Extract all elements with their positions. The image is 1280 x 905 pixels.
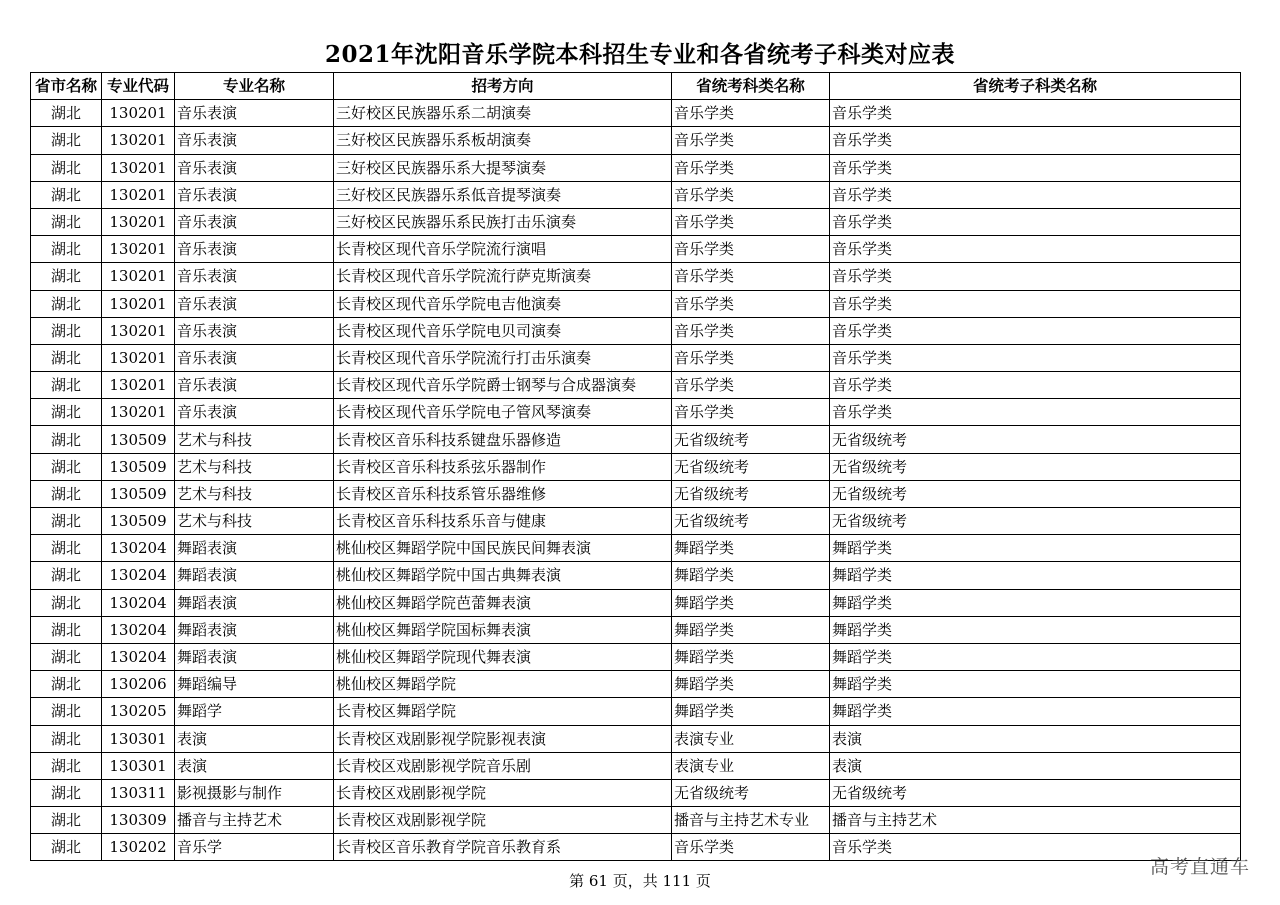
major-code-cell: 130509 bbox=[102, 480, 175, 507]
category-cell: 音乐学类 bbox=[672, 154, 830, 181]
category-cell: 舞蹈学类 bbox=[672, 671, 830, 698]
province-cell: 湖北 bbox=[31, 127, 102, 154]
direction-cell: 桃仙校区舞蹈学院现代舞表演 bbox=[334, 643, 672, 670]
province-cell: 湖北 bbox=[31, 426, 102, 453]
province-cell: 湖北 bbox=[31, 263, 102, 290]
direction-cell: 长青校区戏剧影视学院 bbox=[334, 779, 672, 806]
province-cell: 湖北 bbox=[31, 698, 102, 725]
table-row bbox=[31, 154, 1241, 181]
major-code-cell: 130309 bbox=[102, 807, 175, 834]
province-cell: 湖北 bbox=[31, 671, 102, 698]
table-row bbox=[31, 344, 1241, 371]
direction-cell: 长青校区现代音乐学院电吉他演奏 bbox=[334, 290, 672, 317]
major-code-cell: 130201 bbox=[102, 344, 175, 371]
watermark: 高考直通车 bbox=[1149, 856, 1250, 878]
direction-cell: 长青校区音乐科技系键盘乐器修造 bbox=[334, 426, 672, 453]
category-cell: 音乐学类 bbox=[672, 344, 830, 371]
province-cell: 湖北 bbox=[31, 535, 102, 562]
category-cell: 表演专业 bbox=[672, 752, 830, 779]
table-row bbox=[31, 480, 1241, 507]
table-row bbox=[31, 208, 1241, 235]
major-code-cell: 130311 bbox=[102, 779, 175, 806]
category-cell: 音乐学类 bbox=[672, 208, 830, 235]
table-row bbox=[31, 752, 1241, 779]
table-row bbox=[31, 372, 1241, 399]
major-name-cell: 音乐表演 bbox=[175, 127, 334, 154]
direction-cell: 长青校区现代音乐学院电贝司演奏 bbox=[334, 317, 672, 344]
table-row bbox=[31, 616, 1241, 643]
direction-cell: 长青校区音乐教育学院音乐教育系 bbox=[334, 834, 672, 861]
major-name-cell: 艺术与科技 bbox=[175, 508, 334, 535]
province-cell: 湖北 bbox=[31, 807, 102, 834]
column-header: 省市名称 bbox=[31, 73, 102, 100]
table-body bbox=[31, 100, 1241, 861]
major-name-cell: 音乐表演 bbox=[175, 317, 334, 344]
major-code-cell: 130204 bbox=[102, 643, 175, 670]
subcategory-cell: 舞蹈学类 bbox=[830, 535, 1241, 562]
table-row bbox=[31, 508, 1241, 535]
page-title: 2021年沈阳音乐学院本科招生专业和各省统考子科类对应表 bbox=[324, 41, 955, 68]
subcategory-cell: 舞蹈学类 bbox=[830, 589, 1241, 616]
subcategory-cell: 音乐学类 bbox=[830, 399, 1241, 426]
table-row bbox=[31, 643, 1241, 670]
province-cell: 湖北 bbox=[31, 372, 102, 399]
table-row bbox=[31, 562, 1241, 589]
major-name-cell: 舞蹈表演 bbox=[175, 589, 334, 616]
direction-cell: 三好校区民族器乐系大提琴演奏 bbox=[334, 154, 672, 181]
major-code-cell: 130201 bbox=[102, 181, 175, 208]
category-cell: 无省级统考 bbox=[672, 453, 830, 480]
major-code-cell: 130201 bbox=[102, 372, 175, 399]
major-name-cell: 艺术与科技 bbox=[175, 480, 334, 507]
table-row bbox=[31, 671, 1241, 698]
category-cell: 音乐学类 bbox=[672, 834, 830, 861]
subcategory-cell: 音乐学类 bbox=[830, 181, 1241, 208]
table-row bbox=[31, 453, 1241, 480]
direction-cell: 桃仙校区舞蹈学院中国民族民间舞表演 bbox=[334, 535, 672, 562]
major-name-cell: 表演 bbox=[175, 752, 334, 779]
major-code-cell: 130206 bbox=[102, 671, 175, 698]
subcategory-cell: 舞蹈学类 bbox=[830, 616, 1241, 643]
major-code-cell: 130509 bbox=[102, 453, 175, 480]
major-code-cell: 130301 bbox=[102, 725, 175, 752]
table-row bbox=[31, 589, 1241, 616]
category-cell: 播音与主持艺术专业 bbox=[672, 807, 830, 834]
subcategory-cell: 无省级统考 bbox=[830, 453, 1241, 480]
major-name-cell: 艺术与科技 bbox=[175, 453, 334, 480]
subcategory-cell: 音乐学类 bbox=[830, 208, 1241, 235]
subcategory-cell: 音乐学类 bbox=[830, 372, 1241, 399]
province-cell: 湖北 bbox=[31, 589, 102, 616]
province-cell: 湖北 bbox=[31, 779, 102, 806]
direction-cell: 长青校区现代音乐学院流行演唱 bbox=[334, 236, 672, 263]
major-name-cell: 舞蹈学 bbox=[175, 698, 334, 725]
province-cell: 湖北 bbox=[31, 236, 102, 263]
subcategory-cell: 音乐学类 bbox=[830, 344, 1241, 371]
column-header: 省统考子科类名称 bbox=[830, 73, 1241, 100]
major-code-cell: 130201 bbox=[102, 208, 175, 235]
major-name-cell: 舞蹈表演 bbox=[175, 562, 334, 589]
category-cell: 舞蹈学类 bbox=[672, 643, 830, 670]
category-cell: 舞蹈学类 bbox=[672, 616, 830, 643]
table-row bbox=[31, 426, 1241, 453]
table-row bbox=[31, 698, 1241, 725]
major-code-cell: 130509 bbox=[102, 508, 175, 535]
category-cell: 音乐学类 bbox=[672, 399, 830, 426]
subcategory-cell: 无省级统考 bbox=[830, 480, 1241, 507]
category-cell: 舞蹈学类 bbox=[672, 562, 830, 589]
province-cell: 湖北 bbox=[31, 643, 102, 670]
enrollment-table bbox=[30, 72, 1241, 861]
major-name-cell: 音乐表演 bbox=[175, 236, 334, 263]
major-code-cell: 130201 bbox=[102, 290, 175, 317]
category-cell: 无省级统考 bbox=[672, 779, 830, 806]
direction-cell: 长青校区现代音乐学院爵士钢琴与合成器演奏 bbox=[334, 372, 672, 399]
direction-cell: 桃仙校区舞蹈学院 bbox=[334, 671, 672, 698]
category-cell: 舞蹈学类 bbox=[672, 589, 830, 616]
major-name-cell: 舞蹈表演 bbox=[175, 643, 334, 670]
subcategory-cell: 无省级统考 bbox=[830, 508, 1241, 535]
province-cell: 湖北 bbox=[31, 562, 102, 589]
province-cell: 湖北 bbox=[31, 100, 102, 127]
table-row bbox=[31, 181, 1241, 208]
category-cell: 无省级统考 bbox=[672, 426, 830, 453]
major-name-cell: 艺术与科技 bbox=[175, 426, 334, 453]
province-cell: 湖北 bbox=[31, 834, 102, 861]
major-code-cell: 130201 bbox=[102, 236, 175, 263]
major-name-cell: 音乐表演 bbox=[175, 399, 334, 426]
category-cell: 音乐学类 bbox=[672, 127, 830, 154]
table-row bbox=[31, 317, 1241, 344]
province-cell: 湖北 bbox=[31, 344, 102, 371]
table-row bbox=[31, 779, 1241, 806]
major-name-cell: 表演 bbox=[175, 725, 334, 752]
province-cell: 湖北 bbox=[31, 317, 102, 344]
subcategory-cell: 表演 bbox=[830, 725, 1241, 752]
column-header: 专业名称 bbox=[175, 73, 334, 100]
table-row bbox=[31, 399, 1241, 426]
direction-cell: 三好校区民族器乐系板胡演奏 bbox=[334, 127, 672, 154]
province-cell: 湖北 bbox=[31, 290, 102, 317]
subcategory-cell: 音乐学类 bbox=[830, 154, 1241, 181]
subcategory-cell: 音乐学类 bbox=[830, 236, 1241, 263]
major-name-cell: 音乐表演 bbox=[175, 263, 334, 290]
table-row bbox=[31, 263, 1241, 290]
direction-cell: 长青校区音乐科技系乐音与健康 bbox=[334, 508, 672, 535]
major-name-cell: 音乐表演 bbox=[175, 154, 334, 181]
subcategory-cell: 舞蹈学类 bbox=[830, 671, 1241, 698]
subcategory-cell: 播音与主持艺术 bbox=[830, 807, 1241, 834]
subcategory-cell: 无省级统考 bbox=[830, 426, 1241, 453]
major-code-cell: 130201 bbox=[102, 100, 175, 127]
province-cell: 湖北 bbox=[31, 208, 102, 235]
direction-cell: 长青校区现代音乐学院电子管风琴演奏 bbox=[334, 399, 672, 426]
column-header: 专业代码 bbox=[102, 73, 175, 100]
category-cell: 表演专业 bbox=[672, 725, 830, 752]
column-header: 招考方向 bbox=[334, 73, 672, 100]
major-name-cell: 影视摄影与制作 bbox=[175, 779, 334, 806]
table-row bbox=[31, 290, 1241, 317]
major-name-cell: 音乐表演 bbox=[175, 372, 334, 399]
province-cell: 湖北 bbox=[31, 480, 102, 507]
major-code-cell: 130201 bbox=[102, 263, 175, 290]
table-row bbox=[31, 725, 1241, 752]
major-name-cell: 音乐表演 bbox=[175, 290, 334, 317]
subcategory-cell: 舞蹈学类 bbox=[830, 562, 1241, 589]
subcategory-cell: 音乐学类 bbox=[830, 263, 1241, 290]
direction-cell: 长青校区音乐科技系管乐器维修 bbox=[334, 480, 672, 507]
subcategory-cell: 无省级统考 bbox=[830, 779, 1241, 806]
major-code-cell: 130509 bbox=[102, 426, 175, 453]
table-header-row bbox=[31, 73, 1241, 100]
subcategory-cell: 音乐学类 bbox=[830, 100, 1241, 127]
category-cell: 音乐学类 bbox=[672, 181, 830, 208]
subcategory-cell: 音乐学类 bbox=[830, 127, 1241, 154]
major-name-cell: 舞蹈表演 bbox=[175, 535, 334, 562]
major-name-cell: 舞蹈编导 bbox=[175, 671, 334, 698]
major-code-cell: 130205 bbox=[102, 698, 175, 725]
table-row bbox=[31, 236, 1241, 263]
major-name-cell: 音乐表演 bbox=[175, 100, 334, 127]
province-cell: 湖北 bbox=[31, 508, 102, 535]
column-header: 省统考科类名称 bbox=[672, 73, 830, 100]
major-name-cell: 舞蹈表演 bbox=[175, 616, 334, 643]
subcategory-cell: 音乐学类 bbox=[830, 290, 1241, 317]
category-cell: 舞蹈学类 bbox=[672, 698, 830, 725]
province-cell: 湖北 bbox=[31, 453, 102, 480]
category-cell: 音乐学类 bbox=[672, 372, 830, 399]
major-name-cell: 播音与主持艺术 bbox=[175, 807, 334, 834]
category-cell: 音乐学类 bbox=[672, 100, 830, 127]
direction-cell: 三好校区民族器乐系低音提琴演奏 bbox=[334, 181, 672, 208]
subcategory-cell: 表演 bbox=[830, 752, 1241, 779]
direction-cell: 长青校区戏剧影视学院 bbox=[334, 807, 672, 834]
major-name-cell: 音乐表演 bbox=[175, 208, 334, 235]
category-cell: 音乐学类 bbox=[672, 263, 830, 290]
table-row bbox=[31, 807, 1241, 834]
table-row bbox=[31, 834, 1241, 861]
major-code-cell: 130204 bbox=[102, 562, 175, 589]
page-footer: 第 61 页，共 111 页 bbox=[569, 872, 711, 890]
subcategory-cell: 音乐学类 bbox=[830, 317, 1241, 344]
category-cell: 音乐学类 bbox=[672, 290, 830, 317]
major-code-cell: 130201 bbox=[102, 154, 175, 181]
table-row bbox=[31, 535, 1241, 562]
direction-cell: 三好校区民族器乐系民族打击乐演奏 bbox=[334, 208, 672, 235]
direction-cell: 三好校区民族器乐系二胡演奏 bbox=[334, 100, 672, 127]
major-code-cell: 130204 bbox=[102, 616, 175, 643]
major-name-cell: 音乐表演 bbox=[175, 344, 334, 371]
direction-cell: 桃仙校区舞蹈学院中国古典舞表演 bbox=[334, 562, 672, 589]
direction-cell: 桃仙校区舞蹈学院国标舞表演 bbox=[334, 616, 672, 643]
subcategory-cell: 音乐学类 bbox=[830, 834, 1241, 861]
major-name-cell: 音乐表演 bbox=[175, 181, 334, 208]
table-row bbox=[31, 127, 1241, 154]
direction-cell: 长青校区现代音乐学院流行萨克斯演奏 bbox=[334, 263, 672, 290]
subcategory-cell: 舞蹈学类 bbox=[830, 643, 1241, 670]
direction-cell: 长青校区舞蹈学院 bbox=[334, 698, 672, 725]
subcategory-cell: 舞蹈学类 bbox=[830, 698, 1241, 725]
table-row bbox=[31, 100, 1241, 127]
province-cell: 湖北 bbox=[31, 181, 102, 208]
province-cell: 湖北 bbox=[31, 725, 102, 752]
province-cell: 湖北 bbox=[31, 752, 102, 779]
category-cell: 音乐学类 bbox=[672, 317, 830, 344]
major-code-cell: 130202 bbox=[102, 834, 175, 861]
category-cell: 舞蹈学类 bbox=[672, 535, 830, 562]
category-cell: 无省级统考 bbox=[672, 480, 830, 507]
major-code-cell: 130201 bbox=[102, 399, 175, 426]
major-code-cell: 130204 bbox=[102, 535, 175, 562]
major-code-cell: 130201 bbox=[102, 317, 175, 344]
province-cell: 湖北 bbox=[31, 399, 102, 426]
province-cell: 湖北 bbox=[31, 154, 102, 181]
direction-cell: 桃仙校区舞蹈学院芭蕾舞表演 bbox=[334, 589, 672, 616]
province-cell: 湖北 bbox=[31, 616, 102, 643]
category-cell: 音乐学类 bbox=[672, 236, 830, 263]
major-name-cell: 音乐学 bbox=[175, 834, 334, 861]
category-cell: 无省级统考 bbox=[672, 508, 830, 535]
direction-cell: 长青校区戏剧影视学院影视表演 bbox=[334, 725, 672, 752]
major-code-cell: 130204 bbox=[102, 589, 175, 616]
direction-cell: 长青校区现代音乐学院流行打击乐演奏 bbox=[334, 344, 672, 371]
direction-cell: 长青校区戏剧影视学院音乐剧 bbox=[334, 752, 672, 779]
major-code-cell: 130201 bbox=[102, 127, 175, 154]
direction-cell: 长青校区音乐科技系弦乐器制作 bbox=[334, 453, 672, 480]
major-code-cell: 130301 bbox=[102, 752, 175, 779]
